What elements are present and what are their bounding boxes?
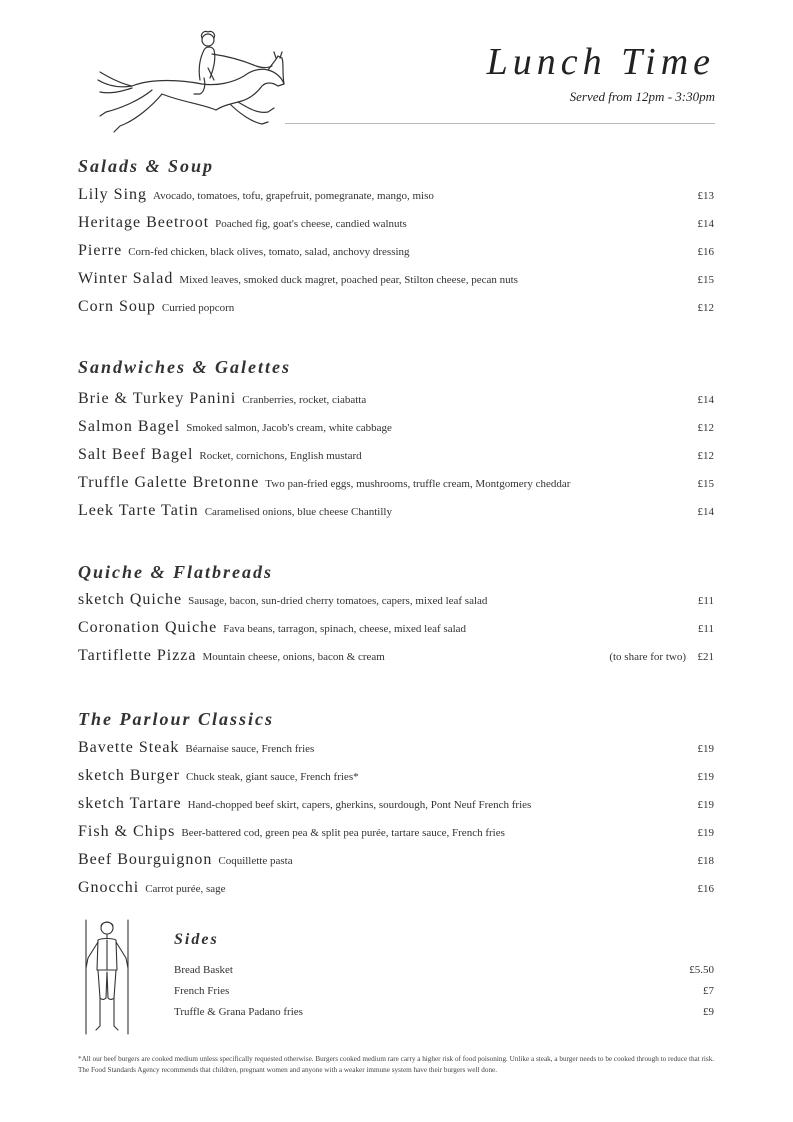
item-price: £12 (697, 450, 714, 462)
item-price: £19 (697, 827, 714, 839)
horse-rider-illustration (92, 28, 292, 138)
menu-item (78, 619, 714, 641)
item-name: Truffle Galette Bretonne (78, 474, 260, 491)
item-name: Coronation Quiche (78, 619, 218, 636)
item-description: Sausage, bacon, sun-dried cherry tomatoes, capers, mixed leaf salad (188, 595, 488, 607)
item-description: Mixed leaves, smoked duck magret, poached pear, Stilton cheese, pecan nuts (179, 274, 518, 286)
item-price: £19 (697, 771, 714, 783)
item-description: Curried popcorn (161, 302, 235, 314)
item-price: £14 (697, 394, 714, 406)
item-description: Avocado, tomatoes, tofu, grapefruit, pomegranate, mango, miso (153, 190, 434, 202)
menu-item (78, 390, 714, 412)
menu-item (78, 767, 714, 789)
menu-item (78, 298, 714, 320)
menu-item (78, 418, 714, 440)
item-description: Hand-chopped beef skirt, capers, gherkins, sourdough, Pont Neuf French fries (187, 799, 532, 811)
item-description: Mountain cheese, onions, bacon & cream (202, 651, 385, 663)
menu-item (78, 474, 714, 496)
item-price: £19 (697, 743, 714, 755)
section-title-salads: Salads & Soup (78, 156, 215, 176)
item-name: Salmon Bagel (78, 418, 181, 435)
side-price: £9 (703, 1006, 714, 1018)
side-name: Truffle & Grana Padano fries (174, 1006, 303, 1018)
item-name: Pierre (78, 242, 123, 259)
item-name: Winter Salad (78, 270, 174, 287)
menu-item (78, 502, 714, 524)
item-name: Bavette Steak (78, 739, 180, 756)
menu-item (78, 851, 714, 873)
item-name: Gnocchi (78, 879, 140, 896)
menu-subtitle: Served from 12pm - 3:30pm (569, 89, 715, 104)
menu-item (78, 186, 714, 208)
item-description: Poached fig, goat's cheese, candied walnuts (215, 218, 407, 230)
menu-item (78, 446, 714, 468)
item-description: Caramelised onions, blue cheese Chantilly (204, 506, 392, 518)
menu-item (78, 214, 714, 236)
item-price: £19 (697, 799, 714, 811)
item-name: Corn Soup (78, 298, 156, 315)
item-price: £11 (697, 595, 714, 607)
item-name: Fish & Chips (78, 823, 176, 840)
item-description: Rocket, cornichons, English mustard (199, 450, 362, 462)
item-name: sketch Burger (78, 767, 181, 784)
side-item (174, 1006, 714, 1022)
side-item (174, 985, 714, 1001)
item-price: £16 (697, 246, 714, 258)
item-name: sketch Quiche (78, 591, 183, 608)
side-name: French Fries (174, 985, 230, 997)
item-description: Coquillette pasta (218, 855, 293, 867)
menu-item (78, 795, 714, 817)
item-description: Smoked salmon, Jacob's cream, white cabbage (186, 422, 392, 434)
item-name: Tartiflette Pizza (78, 647, 197, 664)
item-name: Brie & Turkey Panini (78, 390, 237, 407)
item-description: Fava beans, tarragon, spinach, cheese, mixed leaf salad (223, 623, 467, 635)
item-description: Chuck steak, giant sauce, French fries* (186, 771, 359, 783)
item-name: sketch Tartare (78, 795, 182, 812)
header-divider (285, 123, 715, 124)
sides-title: Sides (174, 931, 219, 948)
menu-item (78, 270, 714, 292)
item-note: (to share for two) (609, 651, 686, 663)
item-description: Two pan-fried eggs, mushrooms, truffle cream, Montgomery cheddar (265, 478, 571, 490)
menu-item (78, 823, 714, 845)
footnote: *All our beef burgers are cooked medium unless specifically requested otherwise. Burgers cooked medium rare carry a higher risk of food poisoning. Unlike a steak, a burger needs to be cooked through to reduce that risk. The Food Standards Agency recommends that children, pregnant women and anyone with a weaker immune system have their burgers well done. (78, 1055, 715, 1074)
section-title-parlour-classics: The Parlour Classics (78, 709, 275, 729)
item-price: £12 (697, 302, 714, 314)
item-description: Beer-battered cod, green pea & split pea purée, tartare sauce, French fries (181, 827, 505, 839)
item-price: £15 (697, 274, 714, 286)
section-title-quiche: Quiche & Flatbreads (78, 562, 274, 582)
item-price: £14 (697, 218, 714, 230)
item-name: Heritage Beetroot (78, 214, 210, 231)
menu-item (78, 879, 714, 901)
side-price: £5.50 (689, 964, 714, 976)
item-price: £21 (697, 651, 714, 663)
item-description: Béarnaise sauce, French fries (185, 743, 315, 755)
menu-item (78, 647, 714, 669)
item-price: £15 (697, 478, 714, 490)
item-description: Cranberries, rocket, ciabatta (242, 394, 367, 406)
item-name: Salt Beef Bagel (78, 446, 194, 463)
item-name: Lily Sing (78, 186, 148, 203)
item-price: £16 (697, 883, 714, 895)
item-price: £12 (697, 422, 714, 434)
item-price: £14 (697, 506, 714, 518)
item-price: £18 (697, 855, 714, 867)
item-price: £11 (697, 623, 714, 635)
menu-item (78, 739, 714, 761)
side-name: Bread Basket (174, 964, 233, 976)
standing-man-illustration (82, 918, 132, 1036)
item-name: Leek Tarte Tatin (78, 502, 199, 519)
section-title-sandwiches: Sandwiches & Galettes (78, 357, 292, 377)
item-description: Carrot purée, sage (145, 883, 226, 895)
menu-item (78, 242, 714, 264)
menu-item (78, 591, 714, 613)
menu-title: Lunch Time (486, 41, 715, 83)
side-price: £7 (703, 985, 714, 997)
item-description: Corn-fed chicken, black olives, tomato, salad, anchovy dressing (128, 246, 410, 258)
side-item (174, 964, 714, 980)
item-price: £13 (697, 190, 714, 202)
item-name: Beef Bourguignon (78, 851, 213, 868)
